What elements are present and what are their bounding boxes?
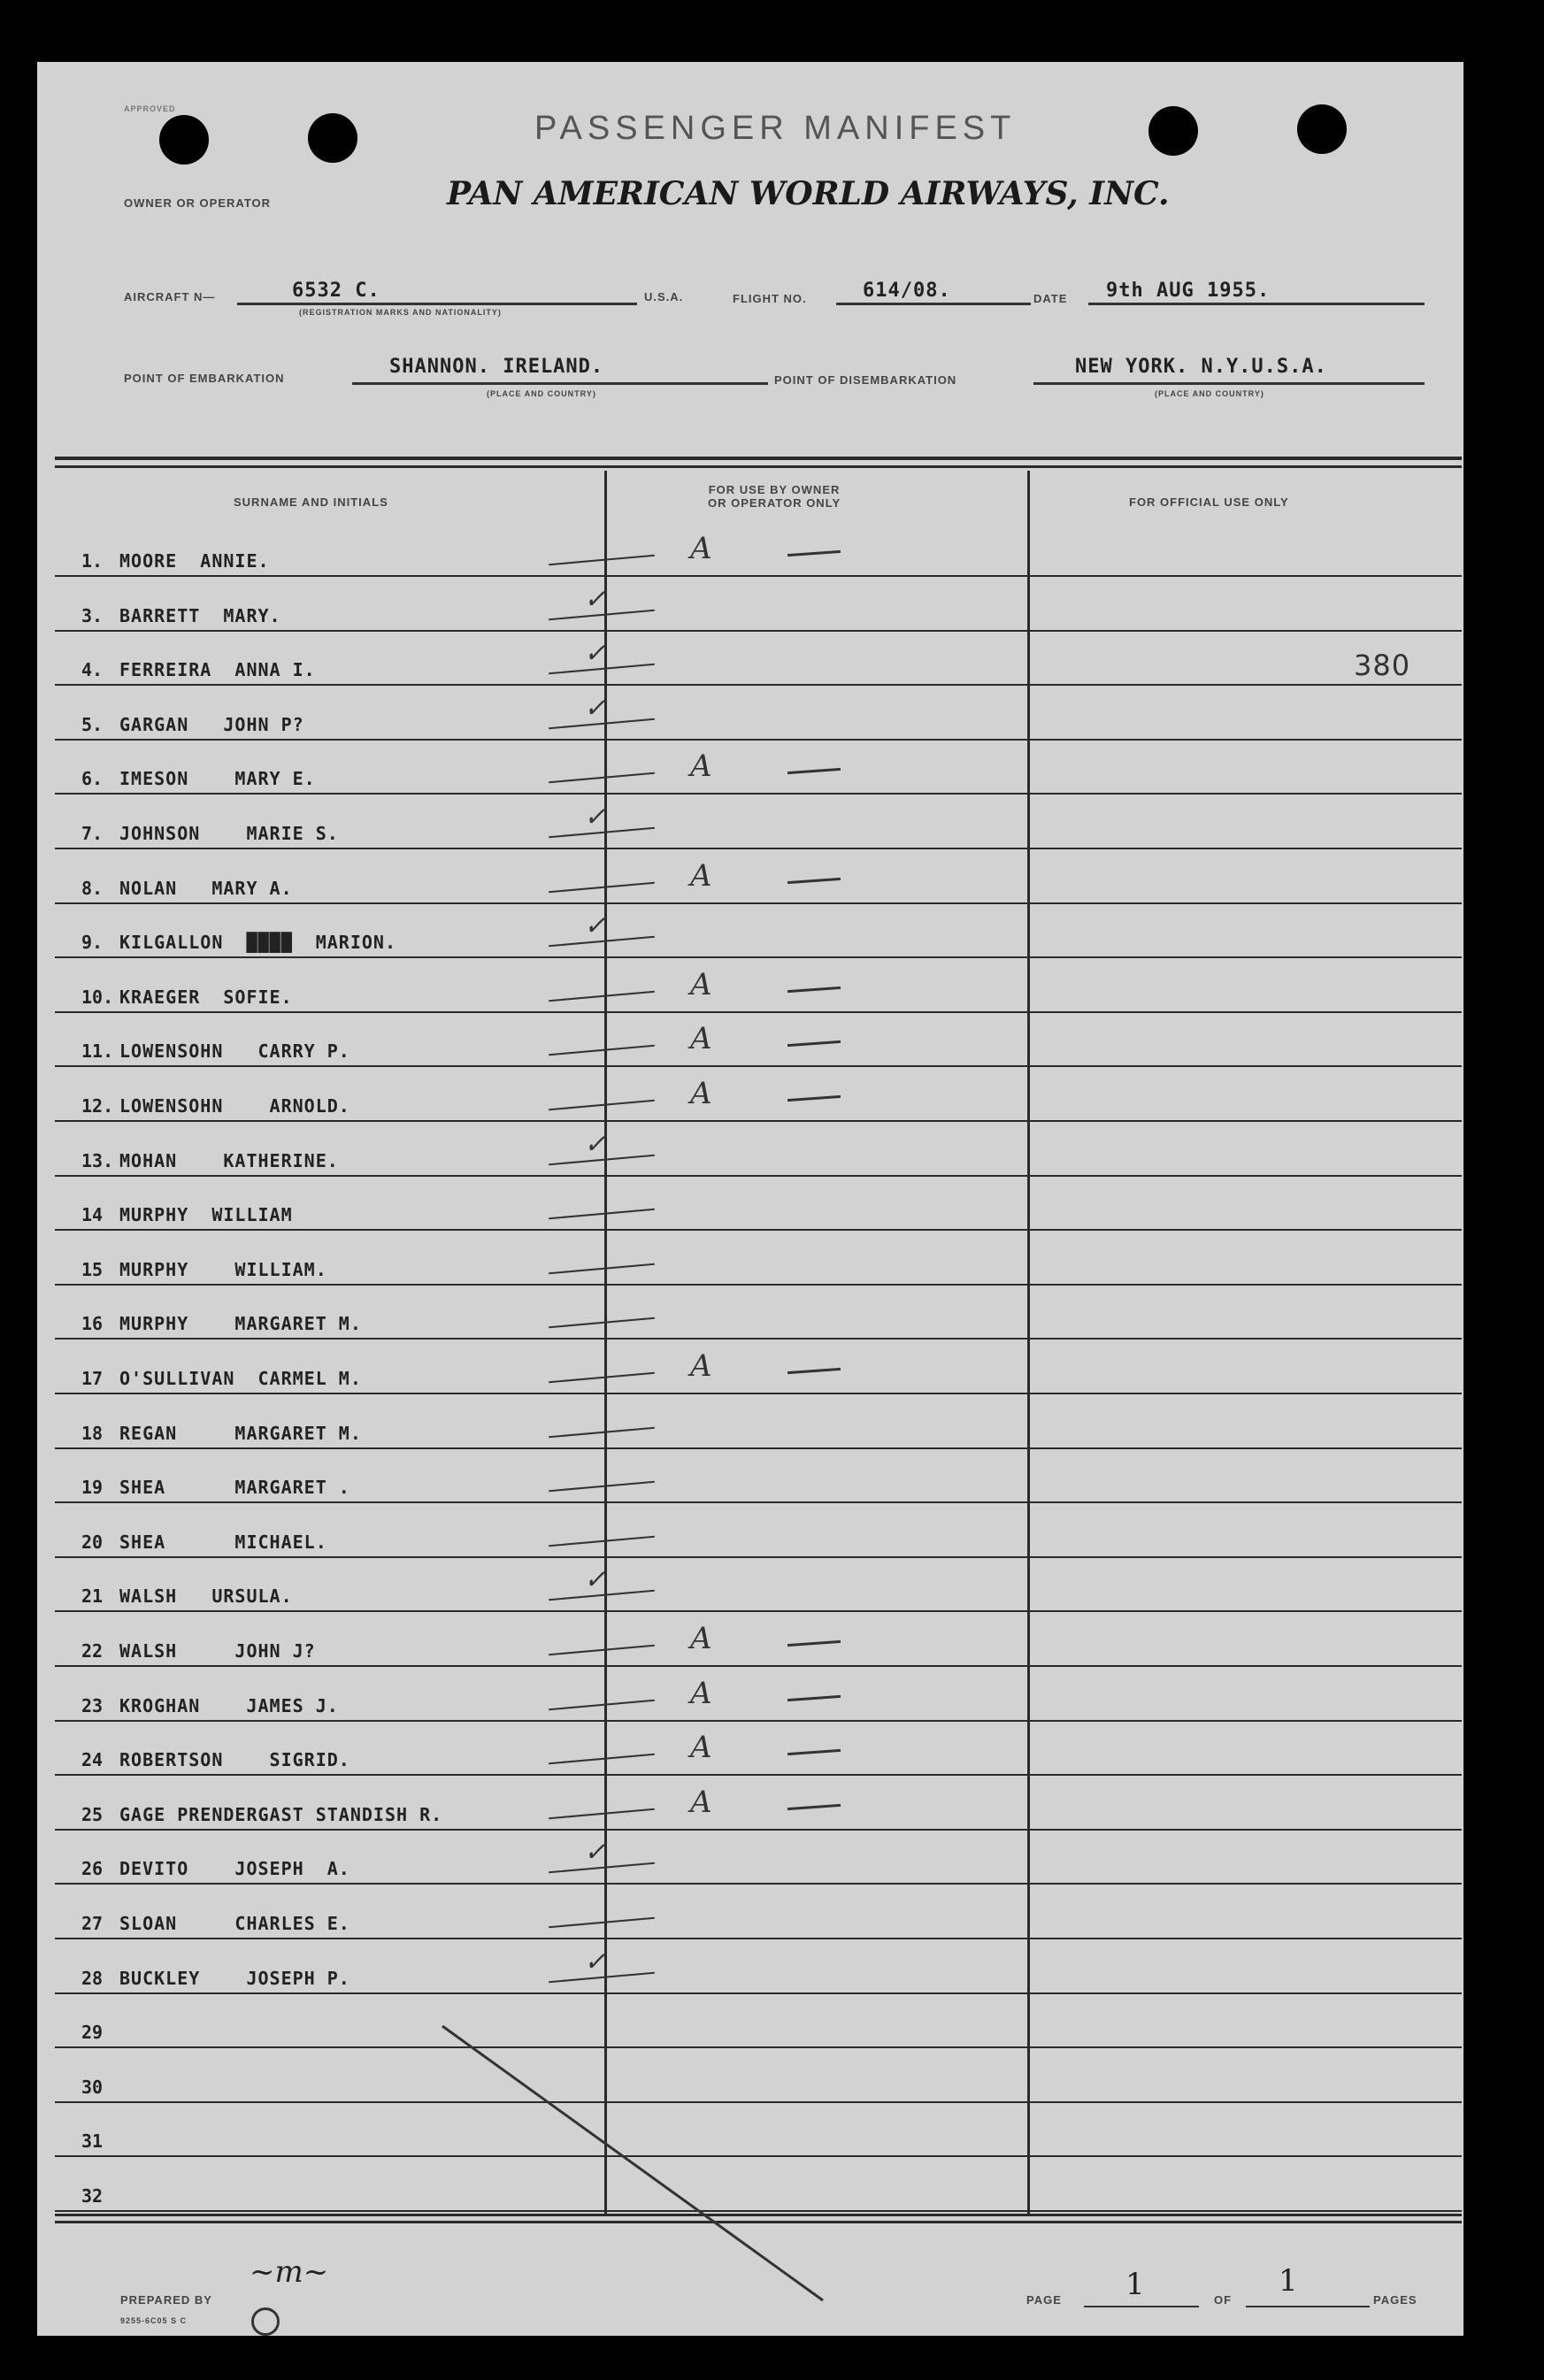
- flight-value: 614/08.: [863, 280, 951, 302]
- of-label: OF: [1214, 2293, 1233, 2307]
- officer-initial-mark: A: [690, 1621, 712, 1656]
- row-number: 24: [81, 1749, 104, 1771]
- row-number: 31: [81, 2130, 104, 2153]
- passenger-name: MURPHY WILLIAM.: [119, 1258, 327, 1280]
- passenger-name: MURPHY WILLIAM: [119, 1204, 293, 1226]
- pages-label: PAGES: [1373, 2293, 1417, 2307]
- passenger-name: SHEA MARGARET .: [119, 1477, 350, 1499]
- row-number: 26: [81, 1858, 104, 1880]
- row-number: 12.: [81, 1095, 114, 1117]
- page-underline: [1084, 2306, 1199, 2307]
- check-mark-icon: ✓: [584, 692, 607, 724]
- stamp-icon: [251, 2307, 280, 2336]
- passenger-name: SHEA MICHAEL.: [119, 1531, 327, 1553]
- officer-initial-mark: A: [690, 966, 712, 1002]
- col-header-official: FOR OFFICIAL USE ONLY: [1129, 495, 1289, 509]
- row-number: 23: [81, 1694, 104, 1716]
- passenger-name: SLOAN CHARLES E.: [119, 1913, 350, 1934]
- embark-label: POINT OF EMBARKATION: [124, 372, 285, 385]
- disembark-sub: (PLACE AND COUNTRY): [1155, 389, 1264, 398]
- row-number: 3.: [81, 604, 104, 626]
- embark-sub: (PLACE AND COUNTRY): [487, 389, 596, 398]
- row-number: 21: [81, 1585, 104, 1608]
- passenger-name: GARGAN JOHN P?: [119, 713, 304, 735]
- page-title: PASSENGER MANIFEST: [534, 110, 1017, 147]
- date-label: DATE: [1033, 292, 1068, 305]
- officer-initial-mark: A: [690, 1675, 712, 1711]
- row-number: 25: [81, 1803, 104, 1825]
- officer-initial-mark: A: [690, 531, 712, 566]
- row-number: 6.: [81, 768, 104, 790]
- officer-initial-mark: A: [690, 857, 712, 894]
- embark-value: SHANNON. IRELAND.: [389, 356, 604, 378]
- passenger-name: REGAN MARGARET M.: [119, 1422, 362, 1444]
- officer-initial-mark: A: [690, 749, 712, 785]
- check-mark-icon: ✓: [584, 1564, 607, 1596]
- passenger-name: FERREIRA ANNA I.: [119, 659, 316, 681]
- prepared-label: PREPARED BY: [120, 2293, 212, 2307]
- col-header-owner: FOR USE BY OWNER OR OPERATOR ONLY: [708, 483, 841, 510]
- passenger-name: MOHAN KATHERINE.: [119, 1149, 339, 1171]
- passenger-name: NOLAN MARY A.: [119, 877, 293, 899]
- passenger-name: KROGHAN JAMES J.: [119, 1694, 339, 1716]
- flight-label: FLIGHT NO.: [733, 292, 807, 305]
- check-mark-icon: ✓: [584, 1946, 607, 1977]
- row-number: 13.: [81, 1149, 114, 1171]
- row-number: 29: [81, 2022, 104, 2044]
- official-note: 380: [1354, 649, 1411, 683]
- row-number: 10.: [81, 986, 114, 1008]
- row-number: 1.: [81, 550, 104, 572]
- check-mark-icon: ✓: [584, 1837, 607, 1869]
- passenger-name: MOORE ANNIE.: [119, 550, 270, 572]
- passenger-name: JOHNSON MARIE S.: [119, 823, 339, 844]
- row-number: 11.: [81, 1040, 114, 1063]
- officer-initial-mark: A: [690, 1730, 712, 1766]
- aircraft-sub: (REGISTRATION MARKS AND NATIONALITY): [299, 308, 502, 317]
- disembark-label: POINT OF DISEMBARKATION: [774, 373, 957, 387]
- row-number: 7.: [81, 823, 104, 844]
- of-value: 1: [1279, 2263, 1299, 2299]
- check-mark-icon: ✓: [584, 802, 607, 833]
- owner-name: PAN AMERICAN WORLD AIRWAYS, INC.: [447, 175, 1170, 212]
- passenger-name: LOWENSOHN ARNOLD.: [119, 1095, 350, 1117]
- check-mark-icon: ✓: [584, 583, 607, 615]
- officer-initial-mark: A: [690, 1076, 712, 1111]
- page-value: 1: [1125, 2267, 1146, 2302]
- approved-stamp: APPROVED: [124, 104, 176, 113]
- officer-initial-mark: A: [690, 1784, 712, 1820]
- row-number: 18: [81, 1422, 104, 1444]
- row-number: 5.: [81, 713, 104, 735]
- row-number: 27: [81, 1913, 104, 1934]
- row-number: 30: [81, 2076, 104, 2098]
- check-mark-icon: ✓: [584, 910, 607, 942]
- passenger-name: WALSH JOHN J?: [119, 1640, 316, 1662]
- passenger-name: BUCKLEY JOSEPH P.: [119, 1967, 350, 1989]
- passenger-name: LOWENSOHN CARRY P.: [119, 1040, 350, 1063]
- row-number: 9.: [81, 932, 104, 954]
- aircraft-label: AIRCRAFT N—: [124, 290, 216, 303]
- officer-initial-mark: A: [690, 1021, 712, 1057]
- check-mark-icon: ✓: [584, 638, 607, 670]
- check-mark-icon: ✓: [584, 1128, 607, 1160]
- officer-initial-mark: A: [690, 1348, 712, 1384]
- row-number: 19: [81, 1477, 104, 1499]
- row-number: 8.: [81, 877, 104, 899]
- passenger-name: MURPHY MARGARET M.: [119, 1313, 362, 1335]
- row-number: 22: [81, 1640, 104, 1662]
- aircraft-value: 6532 C.: [292, 280, 380, 302]
- row-number: 17: [81, 1368, 104, 1389]
- col-header-surname: SURNAME AND INITIALS: [234, 495, 388, 509]
- passenger-name: WALSH URSULA.: [119, 1585, 293, 1608]
- row-number: 15: [81, 1258, 104, 1280]
- of-underline: [1246, 2306, 1370, 2307]
- passenger-name: GAGE PRENDERGAST STANDISH R.: [119, 1803, 443, 1825]
- page-label: PAGE: [1026, 2293, 1062, 2307]
- passenger-name: BARRETT MARY.: [119, 604, 281, 626]
- passenger-name: IMESON MARY E.: [119, 768, 316, 790]
- row-number: 16: [81, 1313, 104, 1335]
- date-value: 9th AUG 1955.: [1106, 280, 1271, 302]
- row-number: 14: [81, 1204, 104, 1226]
- row-number: 32: [81, 2185, 104, 2207]
- usa-label: U.S.A.: [644, 290, 684, 303]
- row-number: 20: [81, 1531, 104, 1553]
- passenger-name: KILGALLON ████ MARION.: [119, 932, 396, 954]
- owner-label: OWNER OR OPERATOR: [124, 196, 272, 210]
- row-number: 28: [81, 1967, 104, 1989]
- disembark-value: NEW YORK. N.Y.U.S.A.: [1075, 356, 1327, 378]
- passenger-name: ROBERTSON SIGRID.: [119, 1749, 350, 1771]
- passenger-name: O'SULLIVAN CARMEL M.: [119, 1368, 362, 1389]
- form-number: 9255-6C05 S C: [120, 2316, 188, 2325]
- prepared-signature: ~m~: [250, 2254, 329, 2290]
- row-number: 4.: [81, 659, 104, 681]
- passenger-name: DEVITO JOSEPH A.: [119, 1858, 350, 1880]
- passenger-name: KRAEGER SOFIE.: [119, 986, 293, 1008]
